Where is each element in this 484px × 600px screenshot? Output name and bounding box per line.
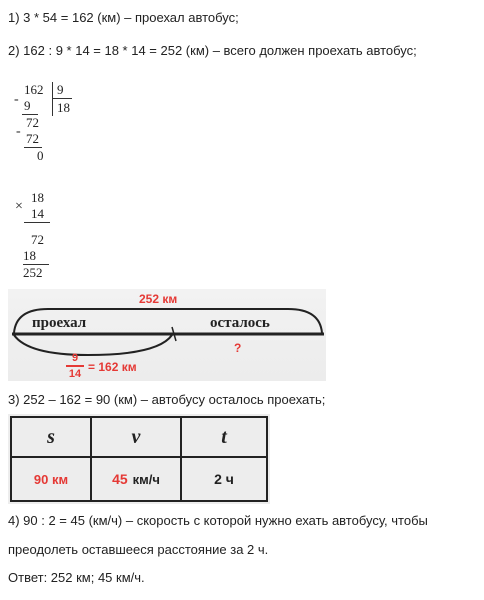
division-divisor-line <box>52 98 72 99</box>
table-value-v <box>90 456 182 502</box>
svt-table <box>8 414 270 504</box>
division-minus-2: - <box>16 124 21 139</box>
step-1: 1) 3 * 54 = 162 (км) – проехал автобус; <box>8 10 239 25</box>
division-bar <box>52 82 53 116</box>
multiplication-partial-1: 72 <box>31 232 44 247</box>
division-remainder-1: 72 <box>26 115 39 130</box>
multiplication-partial-2: 18 <box>23 248 36 263</box>
division-quotient: 18 <box>57 100 70 115</box>
step-4-line-1: 4) 90 : 2 = 45 (км/ч) – скорость с которой нужно ехать автобусу, чтобы <box>8 513 428 528</box>
table-header-t: t <box>180 416 268 458</box>
step-3: 3) 252 – 162 = 90 (км) – автобусу осталось проехать; <box>8 392 326 407</box>
multiplication-line-1 <box>24 222 50 223</box>
division-minus-1: - <box>14 92 19 107</box>
table-header-s: s <box>10 416 92 458</box>
scheme-right-label: осталось <box>210 315 270 331</box>
division-subtrahend-1: 9 <box>24 98 31 113</box>
scheme-fraction-numerator: 9 <box>71 352 79 364</box>
scheme-fraction <box>66 352 84 380</box>
table-value-v-number: 45 <box>112 471 128 487</box>
step-4-line-2: преодолеть оставшееся расстояние за 2 ч. <box>8 542 269 557</box>
scheme-total: 252 км <box>139 292 178 306</box>
table-value-t: 2 ч <box>180 456 268 502</box>
table-value-s: 90 км <box>10 456 92 502</box>
division-divisor: 9 <box>57 82 64 97</box>
scheme-left-label: проехал <box>32 315 87 331</box>
segment-scheme <box>8 289 326 381</box>
multiplication-result: 252 <box>23 265 43 280</box>
division-subtrahend-2: 72 <box>26 131 39 146</box>
division-result: 0 <box>37 148 44 163</box>
multiplication-sign: × <box>15 199 23 214</box>
scheme-fraction-denominator: 14 <box>68 368 82 380</box>
step-2: 2) 162 : 9 * 14 = 18 * 14 = 252 (км) – всего должен проехать автобус; <box>8 43 417 58</box>
division-dividend: 162 <box>24 82 44 97</box>
scheme-question: ? <box>234 341 242 355</box>
answer: Ответ: 252 км; 45 км/ч. <box>8 570 145 585</box>
scheme-fraction-bar <box>66 365 84 367</box>
scheme-fraction-value: = 162 км <box>88 360 137 374</box>
multiplication-factor-a: 18 <box>31 190 44 205</box>
multiplication-factor-b: 14 <box>31 206 44 221</box>
table-value-v-unit: км/ч <box>132 471 160 487</box>
table-header-v: v <box>90 416 182 458</box>
scheme-arcs <box>8 289 326 381</box>
